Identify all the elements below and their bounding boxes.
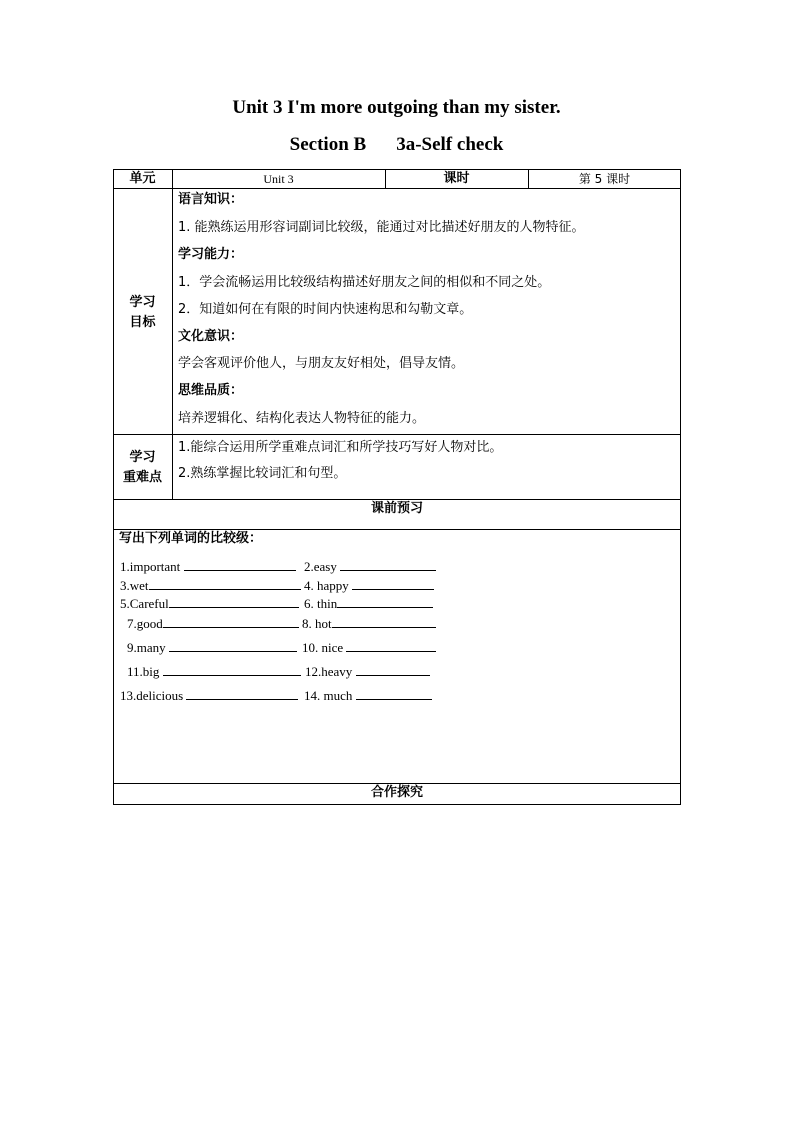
- period-label: 课时: [443, 171, 470, 186]
- key-points-label: 学习 重难点: [122, 450, 162, 485]
- objective-line: 1．学会流畅运用比较级结构描述好朋友之间的相似和不同之处。: [178, 275, 551, 290]
- exercise-item: 10. nice: [302, 639, 436, 656]
- section-label: Section B: [289, 134, 367, 155]
- page-subtitle: [0, 134, 793, 156]
- exercise-item: 11.big: [127, 663, 301, 680]
- exercise-item: 12.heavy: [305, 663, 430, 680]
- objectives-label: 学习 目标: [129, 295, 156, 330]
- preview-instruction: 写出下列单词的比较级：: [119, 531, 263, 546]
- unit-label: 单元: [129, 171, 156, 186]
- key-point-line: 2.熟练掌握比较词汇和句型。: [178, 466, 347, 481]
- exercise-item: 3.wet: [120, 577, 301, 594]
- exercise-item: 4. happy: [304, 577, 434, 594]
- exercise-item: 8. hot: [302, 615, 436, 632]
- objective-line: 思维品质：: [178, 383, 244, 398]
- objective-line: 学会客观评价他人，与朋友友好相处，倡导友情。: [178, 356, 465, 371]
- exercise-item: 13.delicious: [120, 687, 298, 704]
- exercise-item: 9.many: [127, 639, 297, 656]
- cooperation-heading: 合作探究: [370, 785, 423, 800]
- part-label: 3a-Self check: [396, 134, 504, 155]
- unit-value: Unit 3: [263, 172, 294, 186]
- objective-line: 培养逻辑化、结构化表达人物特征的能力。: [178, 411, 426, 426]
- exercise-item: 7.good: [127, 615, 299, 632]
- key-point-line: 1.能综合运用所学重难点词汇和所学技巧写好人物对比。: [178, 440, 503, 455]
- exercise-item: 1.important: [120, 558, 296, 575]
- objective-line: 语言知识：: [178, 192, 244, 207]
- preview-heading: 课前预习: [370, 501, 423, 516]
- exercise-item: 6. thin: [304, 595, 433, 612]
- exercise-item: 14. much: [304, 687, 432, 704]
- objective-line: 学习能力：: [178, 247, 244, 262]
- page-title: Unit 3 I'm more outgoing than my sister.: [232, 97, 561, 118]
- objective-line: 1. 能熟练运用形容词副词比较级，能通过对比描述好朋友的人物特征。: [178, 220, 585, 235]
- objective-line: 文化意识：: [178, 329, 244, 344]
- lesson-plan-table: [113, 169, 681, 805]
- exercise-item: 2.easy: [304, 558, 436, 575]
- period-value: 第 5 课时: [578, 172, 631, 186]
- exercise-item: 5.Careful: [120, 595, 299, 612]
- objective-line: 2．知道如何在有限的时间内快速构思和勾勒文章。: [178, 302, 473, 317]
